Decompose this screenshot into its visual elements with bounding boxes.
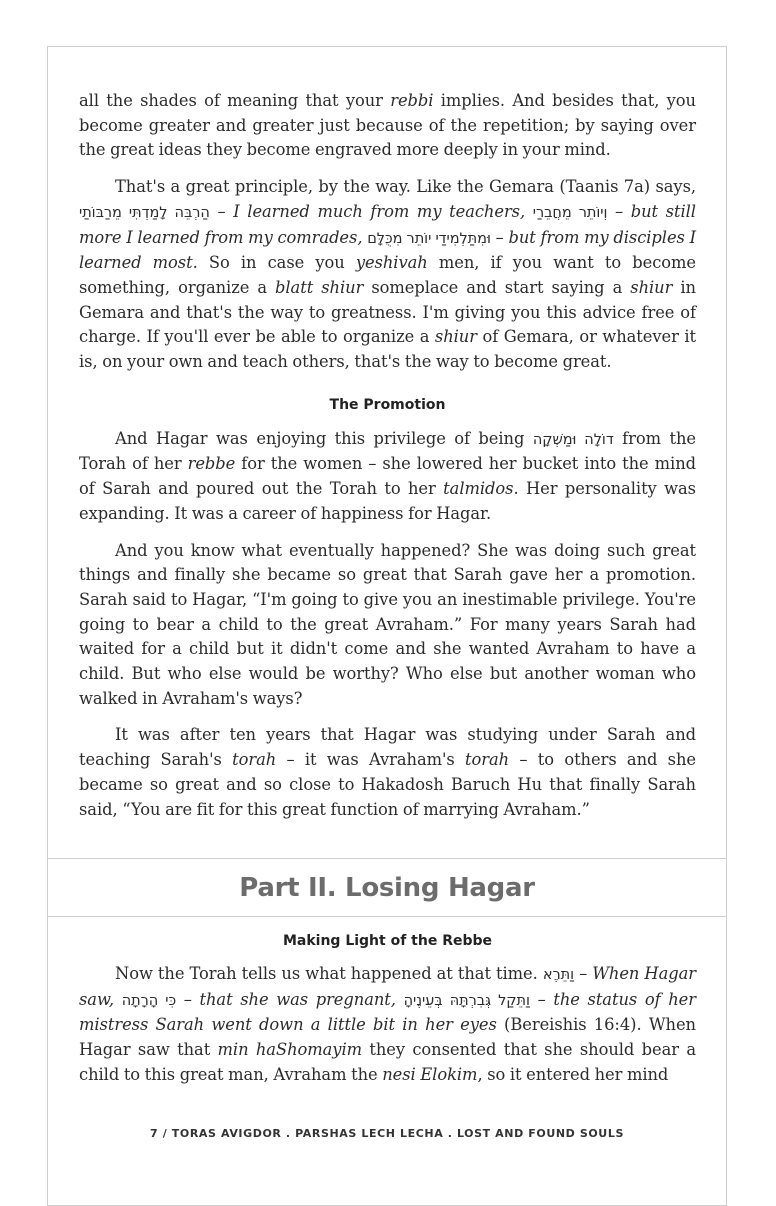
italic-text: the status of her mistress Sarah went down a little bit in her eyes	[79, 989, 696, 1035]
page-footer: 7 / TORAS AVIGDOR . PARSHAS LECH LECHA . LOST AND FOUND SOULS	[150, 1127, 624, 1140]
text	[114, 990, 122, 1009]
text: , so it entered her mind	[477, 1064, 669, 1084]
hebrew-quote: דוֹלָה וּמַשְׁקָה	[532, 431, 614, 448]
top-section	[48, 47, 726, 822]
hebrew-quote: הַרְבֵּה לָמַדְתִּי מֵרַבּוֹתַי	[79, 204, 210, 221]
italic-text: torah	[465, 750, 510, 770]
text	[396, 990, 404, 1009]
paragraph	[79, 723, 696, 822]
text: for the women – she lowered her bucket into the mind of Sarah and poured out the Torah to her	[79, 454, 696, 499]
text: –	[490, 227, 509, 247]
italic-text: When Hagar saw,	[79, 964, 696, 1009]
text: –	[574, 964, 593, 983]
italic-text: rebbi	[390, 91, 434, 110]
italic-text: talmidos	[443, 479, 514, 499]
section-heading: Making Light of the Rebbe	[282, 933, 493, 949]
text: It was after ten years that Hagar was studying under Sarah and teaching Sarah's	[79, 725, 696, 770]
page	[47, 46, 727, 1206]
section-heading: The Promotion	[329, 396, 446, 413]
paragraph: And you know what eventually happened? She was doing such great things and finally she became so great that Sarah gave her a promotion. Sarah said to Hagar, “I'm going to give you an inestimable privilege. You're going to bear a child to the great Avraham.” For many years Sarah had waited for a child but it didn't come and she wanted Avraham to have a child. But who else would be worthy? Who else but another woman who walked in Avraham's ways?	[79, 540, 696, 708]
italic-text: shiur	[434, 327, 477, 347]
hebrew-quote: וַתֵּקַל גְּבִרְתָּהּ בְּעֵינֶיהָ	[403, 992, 530, 1009]
paragraph	[79, 427, 696, 527]
hebrew-quote: כִּי הָרָתָה	[121, 992, 177, 1009]
part-title: Part II. Losing Hagar	[239, 872, 535, 903]
italic-text: that she was pregnant,	[199, 989, 396, 1009]
italic-text: shiur	[630, 277, 673, 297]
text: So in case you	[197, 253, 356, 273]
part-title-band	[48, 858, 726, 917]
text: in Gemara and that's the way to greatness. I'm giving you this advice free of charge. If you'll ever be able to organize a	[79, 277, 696, 347]
italic-text: blatt shiur	[275, 277, 364, 297]
text: And Hagar was enjoying this privilege of being	[115, 428, 533, 448]
text	[525, 202, 533, 221]
italic-text: I learned much from my teachers,	[233, 201, 526, 221]
text: –	[176, 989, 200, 1009]
hebrew-quote: וּמִתַּלְמִידַי יוֹתֵר מִכֻּלָּם	[367, 230, 491, 247]
text: (Bereishis 16:4). When Hagar saw that	[79, 1015, 696, 1060]
text: all the shades of meaning that your	[79, 91, 391, 110]
text: –	[209, 201, 234, 221]
text: implies. And besides that, you become greater and greater just because of the repetition; by saying over the great ideas they become engraved more deeply in your mind.	[79, 91, 696, 160]
italic-text: rebbe	[187, 454, 236, 474]
hebrew-quote: וַתֵּרֶא	[542, 967, 574, 983]
italic-text: but still more I learned from my comrades,	[79, 201, 696, 247]
italic-text: nesi Elokim	[382, 1064, 478, 1084]
text: . Her personality was expanding. It was a career of happiness for Hagar.	[79, 479, 696, 523]
italic-text: yeshivah	[355, 253, 428, 273]
italic-text: torah	[232, 750, 277, 770]
hebrew-quote: וְיוֹתֵר מֵחֲבֵרַי	[532, 204, 608, 221]
text: someplace and start saying a	[363, 277, 631, 297]
italic-text: min haShomayim	[217, 1040, 362, 1060]
text: – to others and she became so great and so close to Hakadosh Baruch Hu that finally Sarah said, “You are fit for this great function of marrying Avraham.”	[79, 750, 696, 819]
text: of Gemara, or whatever it is, on your own and teach others, that's the way to become great.	[79, 327, 696, 372]
italic-text: but from my disciples I learned most.	[79, 227, 696, 273]
text: from the Torah of her	[79, 428, 696, 474]
text: –	[607, 201, 631, 221]
bottom-section	[79, 933, 696, 1100]
text: Now the Torah tells us what happened at that time.	[115, 964, 543, 983]
text: That's a great principle, by the way. Like the Gemara (Taanis 7a) says,	[115, 177, 696, 197]
paragraph	[79, 962, 696, 1088]
text: they consented that she should bear a child to this great man, Avraham the	[79, 1040, 696, 1084]
paragraph	[79, 175, 696, 375]
text: –	[529, 989, 554, 1009]
paragraph	[79, 89, 696, 163]
text: – it was Avraham's	[276, 750, 466, 770]
text: men, if you want to become something, organize a	[79, 253, 696, 297]
